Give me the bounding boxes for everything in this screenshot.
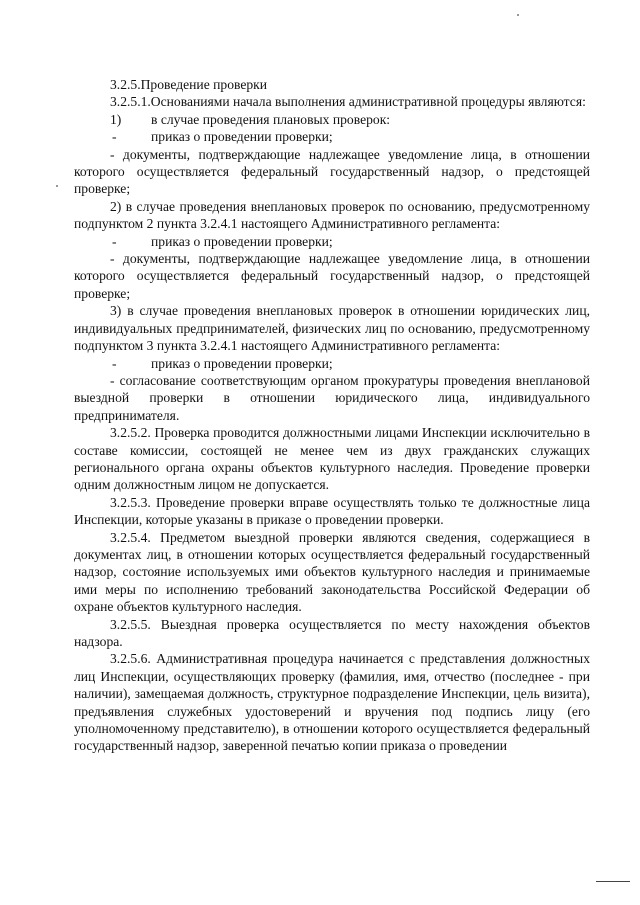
paragraph-3-2-5-6: 3.2.5.6. Административная процедура начинается с представления должностных лиц Инспекции, осуществляющих проверку (фамилия, имя, отчество (последнее - при наличии), замещаемая должность, структурное подразделение Инспекции, цель визита), предъявления служебных удостоверений и вручения под подпись лицу (его уполномоченному представителю), в отношении которого осуществляется федеральный государственный надзор, заверенной печатью копии приказа о проведении	[74, 651, 590, 754]
case-1-item-1-text: приказ о проведении проверки;	[151, 129, 333, 145]
page-edge-line	[596, 881, 630, 882]
dash-marker: -	[112, 129, 117, 145]
case-1-item-1	[74, 128, 590, 145]
document-page	[74, 76, 590, 755]
case-3-item-1	[74, 355, 590, 372]
scan-speck	[56, 185, 58, 187]
case-3-item-2: - согласование соответствующим органом прокуратуры проведения внеплановой выездной проверки в отношении юридического лица, индивидуального предпринимателя.	[74, 372, 590, 423]
dash-marker: -	[112, 233, 117, 249]
case-2-item-2: - документы, подтверждающие надлежащее уведомление лица, в отношении которого осуществляется федеральный государственный надзор, о предстоящей проверке;	[74, 251, 590, 301]
case-1-item-2: - документы, подтверждающие надлежащее уведомление лица, в отношении которого осуществляется федеральный государственный надзор, о предстоящей проверке;	[74, 146, 590, 197]
dash-marker: -	[112, 355, 117, 371]
case-1-text: в случае проведения плановых проверок:	[151, 111, 391, 127]
case-2-item-1-text: приказ о проведении проверки;	[151, 233, 333, 249]
case-2-item-1	[74, 233, 590, 250]
case-3: 3) в случае проведения внеплановых проверок в отношении юридических лиц, индивидуальных предпринимателей, физических лиц по основанию, предусмотренному подпунктом 3 пункта 3.2.4.1 настоящего Административного регламента:	[74, 303, 590, 354]
paragraph-3-2-5-1: 3.2.5.1.Основаниями начала выполнения административной процедуры являются:	[110, 94, 586, 110]
case-2: 2) в случае проведения внеплановых проверок по основанию, предусмотренному подпунктом 2 пункта 3.2.4.1 настоящего Административного регламента:	[74, 198, 590, 232]
scan-speck	[517, 14, 519, 16]
paragraph-3-2-5-4: 3.2.5.4. Предметом выездной проверки являются сведения, содержащиеся в документах лиц, в отношении которых осуществляется федеральный государственный надзор, состояние используемых ими объектов культурного наследия и принимаемые ими меры по исполнению требований законодательства Российской Федерации об охране объектов культурного наследия.	[74, 529, 590, 615]
case-1-number: 1)	[110, 111, 122, 127]
paragraph-3-2-5-3: 3.2.5.3. Проведение проверки вправе осуществлять только те должностные лица Инспекции, которые указаны в приказе о проведении проверки.	[74, 494, 590, 528]
paragraph-3-2-5-5: 3.2.5.5. Выездная проверка осуществляется по месту нахождения объектов надзора.	[74, 616, 590, 649]
paragraph-3-2-5-2: 3.2.5.2. Проверка проводится должностными лицами Инспекции исключительно в составе комиссии, состоящей не менее чем из двух гражданских служащих регионального органа охраны объектов культурного наследия. Проведение проверки одним должностным лицом не допускается.	[74, 425, 590, 493]
case-1	[74, 111, 590, 128]
case-3-item-1-text: приказ о проведении проверки;	[151, 355, 333, 371]
section-heading: 3.2.5.Проведение проверки	[110, 77, 268, 92]
